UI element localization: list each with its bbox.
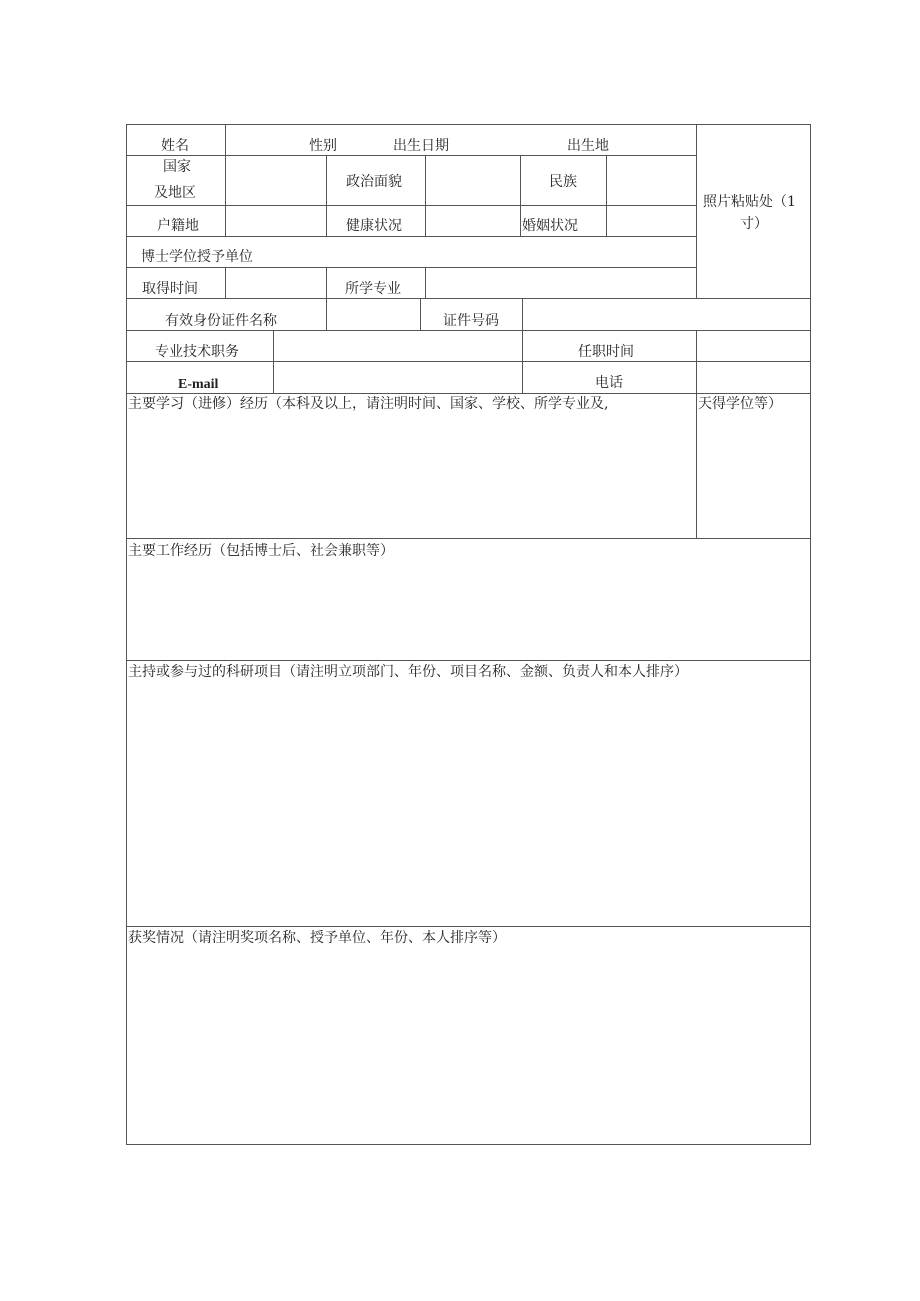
study-history-label: 主要学习（进修）经历（本科及以上，请注明时间、国家、学校、所学专业及, xyxy=(128,396,609,412)
nationality-label-line1: 国家 xyxy=(163,159,191,175)
id-number-label: 证件号码 xyxy=(443,313,499,329)
nationality-label-line2: 及地区 xyxy=(154,185,196,201)
id-type-label: 有效身份证件名称 xyxy=(165,313,277,329)
ethnicity-label: 民族 xyxy=(549,174,577,190)
row-line-11 xyxy=(126,926,811,927)
col-line-a3 xyxy=(225,267,226,299)
col-line-b xyxy=(326,155,327,237)
row-line-10 xyxy=(126,660,811,661)
col-line-g xyxy=(696,330,697,539)
title-label: 专业技术职务 xyxy=(155,344,239,360)
phone-label: 电话 xyxy=(595,375,623,391)
name-label: 姓名 xyxy=(161,138,189,154)
gender-label: 性别 xyxy=(309,138,337,154)
study-history-label-tail: 天得学位等） xyxy=(698,396,782,412)
row-line-2 xyxy=(126,205,696,206)
row-line-7 xyxy=(126,361,811,362)
row-line-9 xyxy=(126,538,811,539)
row-line-1 xyxy=(126,155,696,156)
col-line-f xyxy=(273,330,274,394)
col-line-c xyxy=(425,155,426,237)
birth-date-label: 出生日期 xyxy=(393,138,449,154)
photo-label-line1: 照片粘贴处（1 xyxy=(703,194,796,210)
col-line-c2 xyxy=(425,267,426,299)
phd-unit-label: 博士学位授予单位 xyxy=(141,249,253,265)
table-border-left xyxy=(126,124,127,1145)
row-line-8 xyxy=(126,393,811,394)
title-time-label: 任职时间 xyxy=(578,344,634,360)
col-line-a2 xyxy=(225,155,226,237)
household-label: 户籍地 xyxy=(157,218,199,234)
photo-label-line2: 寸） xyxy=(740,216,768,232)
table-border-right xyxy=(810,124,811,1145)
awards-label: 获奖情况（请注明奖项名称、授予单位、年份、本人排序等） xyxy=(128,930,506,946)
work-history-label: 主要工作经历（包括博士后、社会兼职等） xyxy=(128,543,394,559)
marital-label: 婚姻状况 xyxy=(522,218,578,234)
health-label: 健康状况 xyxy=(346,218,402,234)
col-line-b2 xyxy=(326,267,327,331)
row-line-5 xyxy=(126,298,811,299)
research-projects-label: 主持或参与过的科研项目（请注明立项部门、年份、项目名称、金额、负责人和本人排序） xyxy=(128,664,688,680)
row-line-3 xyxy=(126,236,696,237)
photo-column-line xyxy=(696,124,697,299)
col-line-c3 xyxy=(420,298,421,331)
row-line-6 xyxy=(126,330,811,331)
email-label: E-mail xyxy=(178,377,219,392)
table-border-bottom xyxy=(126,1144,811,1145)
political-label: 政治面貌 xyxy=(346,174,402,190)
col-line-d2 xyxy=(522,298,523,394)
col-line-e xyxy=(606,155,607,237)
major-label: 所学专业 xyxy=(345,281,401,297)
birth-place-label: 出生地 xyxy=(567,138,609,154)
row-line-4 xyxy=(126,267,696,268)
col-line-a xyxy=(225,124,226,156)
col-line-d xyxy=(520,155,521,237)
table-border-top xyxy=(126,124,811,125)
obtained-time-label: 取得时间 xyxy=(142,281,198,297)
